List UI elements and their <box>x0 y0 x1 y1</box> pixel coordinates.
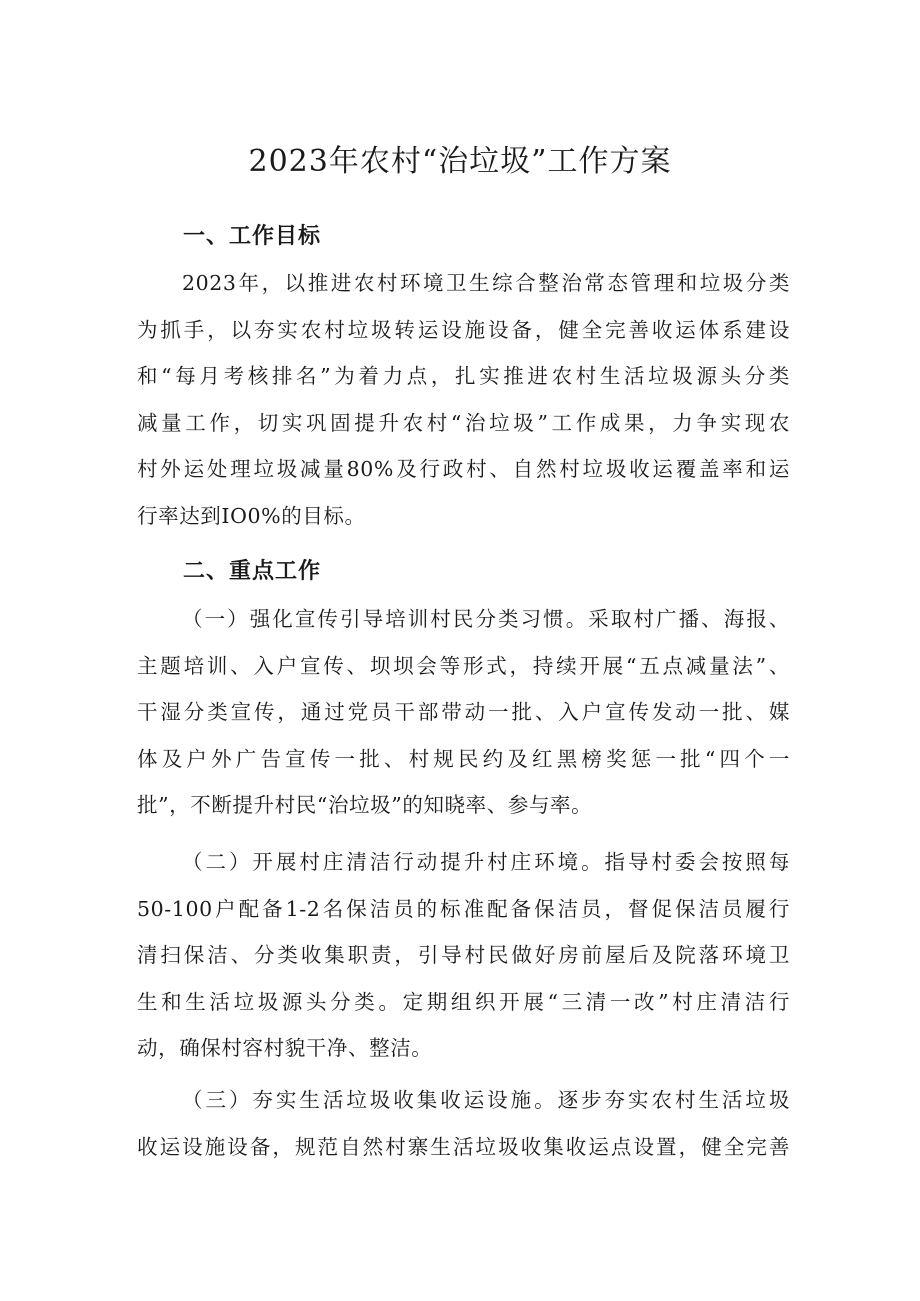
section-heading-key-work: 二、重点工作 <box>183 559 322 584</box>
paragraph-item-2 <box>137 839 790 1072</box>
text-line: 行率达到IO0%的目标。 <box>137 503 366 528</box>
page-title: 2023年农村“治垃圾”工作方案 <box>248 144 672 179</box>
paragraph-item-1 <box>137 596 790 829</box>
text-line: 体及户外广告宣传一批、村规民约及红黑榜奖惩一批“四个一 <box>137 746 790 771</box>
text-line: 50-100户配备1-2名保洁员的标准配备保洁员，督促保洁员履行 <box>137 896 790 921</box>
paragraph-goals <box>137 260 790 539</box>
text-line: 干湿分类宣传，通过党员干部带动一批、入户宣传发动一批、媒 <box>137 700 790 724</box>
text-line: 村外运处理垃圾减量80%及行政村、自然村垃圾收运覆盖率和运 <box>137 457 790 481</box>
text-line: 减量工作，切实巩固提升农村“治垃圾”工作成果，力争实现农 <box>137 410 790 435</box>
text-line: 清扫保洁、分类收集职责，引导村民做好房前屋后及院落环境卫 <box>137 943 790 967</box>
text-line: 2023年，以推进农村环境卫生综合整治常态管理和垃圾分类 <box>182 271 790 295</box>
text-line: 为抓手，以夯实农村垃圾转运设施设备，健全完善收运体系建设 <box>137 317 790 342</box>
text-line: （二）开展村庄清洁行动提升村庄环境。指导村委会按照每 <box>182 850 790 874</box>
text-line: 生和生活垃圾源头分类。定期组织开展“三清一改”村庄清洁行 <box>137 989 790 1014</box>
text-line: 和“每月考核排名”为着力点，扎实推进农村生活垃圾源头分类 <box>137 364 790 388</box>
text-line: 主题培训、入户宣传、坝坝会等形式，持续开展“五点减量法”、 <box>137 653 790 678</box>
section-heading-goals: 一、工作目标 <box>183 224 322 249</box>
text-line: 动，确保村容村貌干净、整洁。 <box>137 1036 433 1060</box>
text-line: （一）强化宣传引导培训村民分类习惯。采取村广播、海报、 <box>182 607 790 631</box>
text-line: 批”，不断提升村民“治垃圾”的知晓率、参与率。 <box>137 793 593 817</box>
text-line: （三）夯实生活垃圾收集收运设施。逐步夯实农村生活垃圾 <box>182 1088 790 1112</box>
paragraph-item-3 <box>137 1077 790 1170</box>
text-line: 收运设施设备，规范自然村寨生活垃圾收集收运点设置，健全完善 <box>137 1134 790 1159</box>
